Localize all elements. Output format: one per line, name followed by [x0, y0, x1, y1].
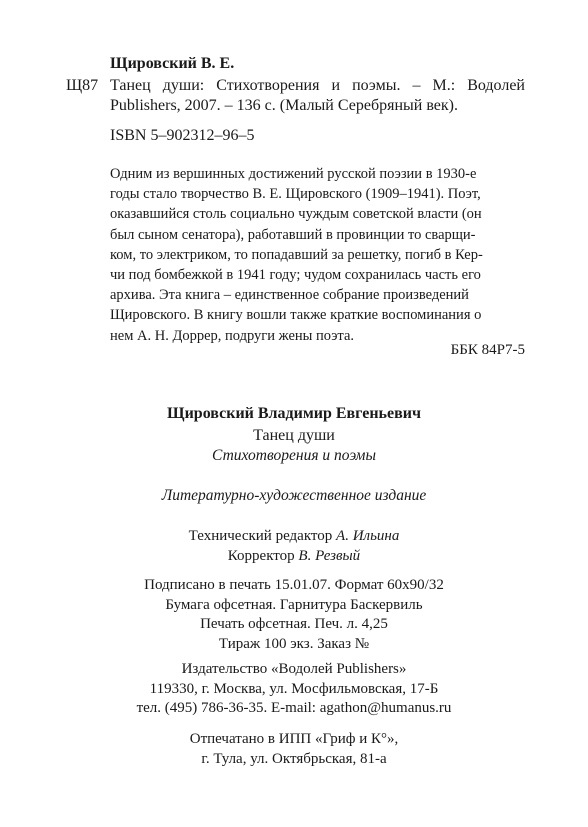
technical-line: Тираж 100 экз. Заказ № [218, 635, 370, 652]
corrector-credit [60, 546, 528, 566]
annotation-line: был сыном сенатора), работавший в провинции то сварщи- [110, 226, 476, 243]
tech-editor-name: А. Ильина [336, 528, 400, 544]
author-full-name: Щировский Владимир Евгеньевич [167, 405, 421, 422]
printer-details [60, 730, 528, 769]
annotation-line: нем А. Н. Доррер, подруги жены поэта. [110, 327, 355, 344]
publisher-line: тел. (495) 786-36-35. E-mail: agathon@humanus.ru [136, 700, 452, 716]
corrector-name: В. Резвый [298, 548, 361, 564]
annotation [110, 164, 525, 346]
annotation-line: Одним из вершинных достижений русской поэзии в 1930-е [110, 166, 477, 182]
printer-line: Отпечатано в ИПП «Гриф и К°», [189, 731, 399, 747]
publisher-line: 119330, г. Москва, ул. Мосфильмовская, 17-Б [149, 680, 439, 697]
technical-line: Подписано в печать 15.01.07. Формат 60х90/32 [144, 577, 444, 593]
tech-editor-label: Технический редактор [188, 528, 333, 544]
annotation-line: оказавшийся столь социально чуждым советской власти (он [110, 206, 482, 223]
corrector-label: Корректор [227, 548, 295, 564]
book-subtitle: Стихотворения и поэмы [212, 447, 376, 464]
isbn: ISBN 5–902312–96–5 [110, 127, 255, 144]
publisher-details [60, 660, 528, 719]
author-heading: Щировский В. Е. [110, 55, 235, 72]
tech-editor-credit [60, 526, 528, 546]
technical-details [60, 576, 528, 654]
annotation-line: ком, то электриком, то попадавший за решетку, погиб в Кер- [110, 246, 483, 263]
bbk-code: ББК 84Р7-5 [450, 342, 525, 358]
technical-line: Печать офсетная. Печ. л. 4,25 [200, 616, 388, 632]
printer-line: г. Тула, ул. Октябрьская, 81-а [201, 750, 387, 767]
technical-line: Бумага офсетная. Гарнитура Баскервиль [165, 596, 423, 613]
annotation-line: архива. Эта книга – единственное собрание произведений [110, 287, 469, 304]
book-title: Танец души [253, 427, 335, 444]
bibliographic-description: Танец души: Стихотворения и поэмы. – М.: Водолей Publishers, 2007. – 136 с. (Малый Серебряный век). [110, 77, 525, 114]
edition-type: Литературно-художественное издание [161, 487, 427, 504]
annotation-line: Щировского. В книгу вошли также краткие воспоминания о [110, 307, 482, 324]
publisher-line: Издательство «Водолей Publishers» [181, 661, 407, 677]
annotation-line: чи под бомбежкой в 1941 году; чудом сохранилась часть его [110, 267, 481, 284]
annotation-line: годы стало творчество В. Е. Щировского (1909–1941). Поэт, [110, 186, 481, 203]
catalog-code: Щ87 [66, 77, 99, 94]
